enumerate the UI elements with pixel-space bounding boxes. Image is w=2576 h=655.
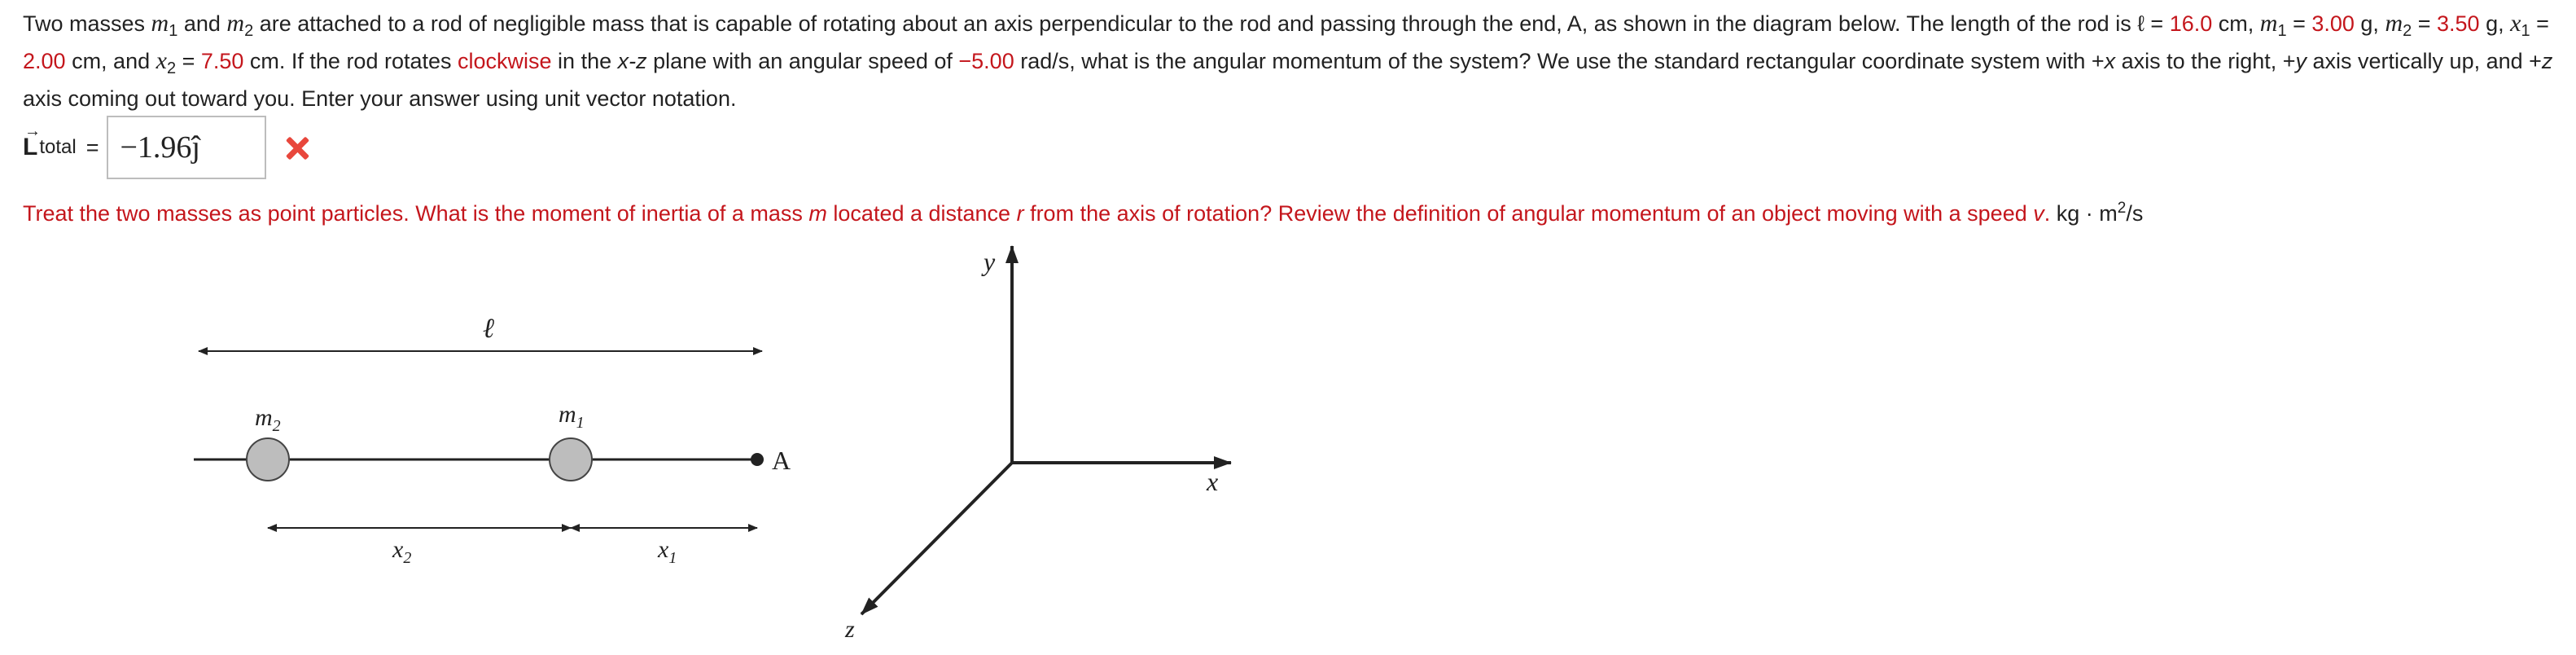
- var-plane: x-z: [617, 49, 647, 73]
- var-x2-sub: 2: [166, 59, 177, 77]
- hint-text: located a distance: [826, 201, 1017, 226]
- label-x2: x: [392, 536, 404, 563]
- hint-text: Treat the two masses as point particles. What is the moment of inertia of a mass: [23, 201, 809, 226]
- label-x1-sub: 1: [668, 549, 677, 567]
- var-x1-sub: 1: [2521, 22, 2530, 40]
- label-x2-sub: 2: [403, 549, 412, 567]
- unit-sup: 2: [2117, 200, 2127, 217]
- x2-label: [392, 536, 411, 567]
- unit-text: kg · m: [2056, 201, 2118, 226]
- problem-text: rad/s, what is the angular momentum of the system? We use the standard rectangular coordinate system with +: [1014, 49, 2105, 73]
- var-m2-sub: 2: [2403, 22, 2412, 40]
- problem-text: cm, and: [65, 49, 156, 73]
- value-length: 16.0: [2169, 11, 2213, 36]
- problem-text: =: [2412, 11, 2438, 36]
- pivot-label: A: [772, 446, 791, 475]
- var-m1-sub: 1: [169, 22, 178, 40]
- mass-m2-label: [255, 404, 281, 435]
- hint-text: .: [2044, 201, 2051, 226]
- var-m2: m: [226, 10, 245, 37]
- label-x1: x: [658, 536, 669, 563]
- problem-text: Two masses: [23, 11, 151, 36]
- unit-end: /s: [2126, 201, 2144, 226]
- value-direction: clockwise: [458, 49, 552, 73]
- z-axis: [861, 463, 1012, 614]
- problem-text: =: [176, 49, 201, 73]
- value-angular-speed: −5.00: [958, 49, 1014, 73]
- problem-text: and: [177, 11, 227, 36]
- equals-sign: =: [85, 134, 99, 160]
- var-x1: x: [2510, 10, 2521, 37]
- mass-m1-label: [559, 401, 585, 432]
- var-m2: m: [2385, 10, 2403, 37]
- pivot-point-A: [751, 453, 764, 466]
- var-m1: m: [2259, 10, 2278, 37]
- label-m1-sub: 1: [576, 414, 585, 432]
- problem-text: axis coming out toward you. Enter your answer using unit vector notation.: [23, 86, 737, 111]
- problem-text: axis vertically up, and +: [2307, 49, 2542, 73]
- mass-m1: [550, 438, 592, 481]
- hint-var-m: m: [808, 201, 827, 226]
- mass-m2: [247, 438, 289, 481]
- hint-var-r: r: [1016, 201, 1024, 226]
- answer-input[interactable]: −1.96ĵ: [107, 116, 266, 179]
- problem-text: in the: [551, 49, 618, 73]
- problem-text: =: [2530, 11, 2549, 36]
- hint-text: from the axis of rotation? Review the definition of angular momentum of an object moving with a speed: [1023, 201, 2034, 226]
- problem-text: g,: [2354, 11, 2385, 36]
- x1-label: [657, 536, 677, 567]
- var-x2: x: [156, 47, 167, 74]
- value-m2: 3.50: [2437, 11, 2480, 36]
- problem-text: cm. If the rod rotates: [243, 49, 458, 73]
- problem-text: plane with an angular speed of: [646, 49, 959, 73]
- var-axis-z: z: [2541, 49, 2553, 73]
- problem-text: are attached to a rod of negligible mass that is capable of rotating about an axis perpendicular to the rod and passing through the end, A, as shown in the diagram below. The length of the rod is ℓ =: [253, 11, 2170, 36]
- y-axis-label: y: [984, 247, 996, 276]
- symbol-subscript: total: [39, 136, 77, 158]
- problem-text: g,: [2479, 11, 2511, 36]
- x-axis-label: x: [1207, 467, 1219, 496]
- label-m2: m: [255, 404, 273, 431]
- length-label: ℓ: [482, 314, 495, 344]
- symbol-letter: L: [23, 134, 38, 160]
- z-axis-label: z: [845, 616, 855, 643]
- label-m1: m: [559, 401, 576, 428]
- hint-var-v: v: [2033, 201, 2044, 226]
- value-m1: 3.00: [2311, 11, 2355, 36]
- var-axis-x: x: [2104, 49, 2116, 73]
- vector-arrow: →: [24, 122, 41, 140]
- problem-text: =: [2286, 11, 2312, 36]
- problem-text: axis to the right, +: [2115, 49, 2296, 73]
- value-x2: 7.50: [200, 49, 244, 73]
- var-m1: m: [151, 10, 169, 37]
- var-axis-y: y: [2295, 49, 2307, 73]
- var-m1-sub: 1: [2277, 22, 2287, 40]
- var-m2-sub: 2: [244, 22, 254, 40]
- value-x1: 2.00: [23, 49, 66, 73]
- label-m2-sub: 2: [272, 417, 281, 435]
- problem-text: cm,: [2212, 11, 2260, 36]
